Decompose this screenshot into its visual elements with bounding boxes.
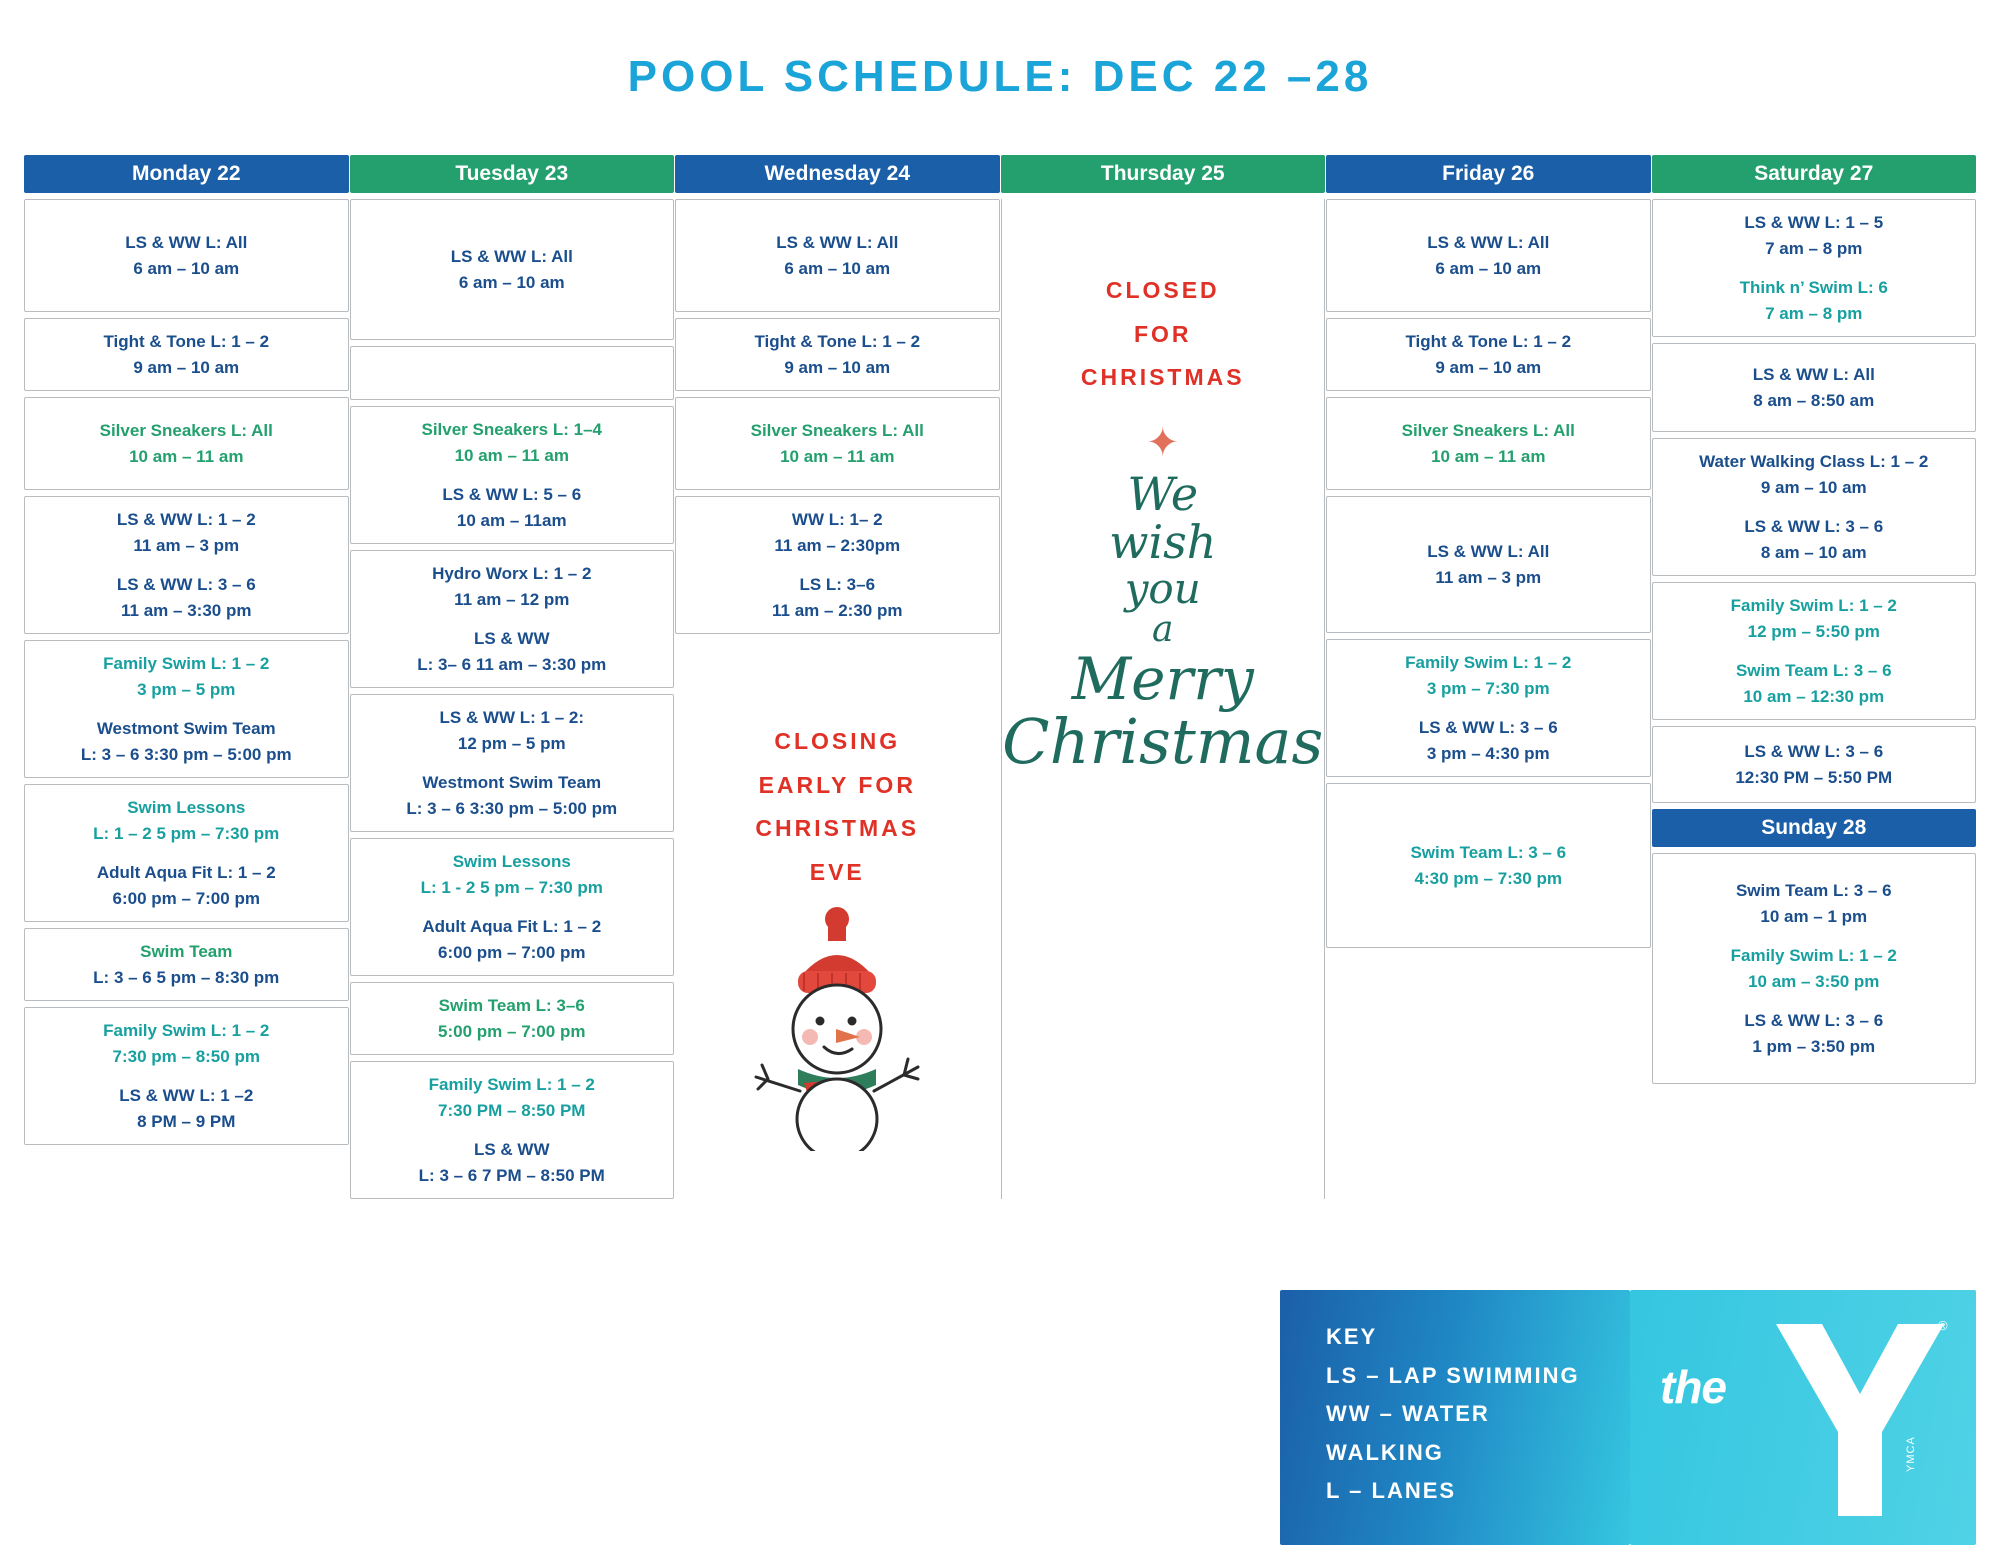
cell-line: 8 am – 8:50 am: [1753, 390, 1875, 410]
day-header-sunday: Sunday 28: [1652, 809, 1977, 847]
cell-line: Tight & Tone L: 1 – 2: [754, 332, 921, 351]
cell-line: Swim Lessons: [127, 798, 246, 817]
cell-line: 10 am – 3:50 pm: [1748, 971, 1880, 991]
schedule-cell: [1652, 199, 1977, 337]
cell-line: Family Swim L: 1 – 2: [1730, 596, 1897, 615]
cell-spacer: [357, 468, 668, 482]
cell-line: 6:00 pm – 7:00 pm: [112, 888, 260, 908]
cell-line: 7:30 pm – 8:50 pm: [112, 1046, 260, 1066]
snowman-illustration: [675, 901, 1000, 1156]
greeting-line-1: We: [1127, 467, 1199, 522]
cell-line: 9 am – 10 am: [133, 357, 240, 377]
key-line-4: L – LANES: [1326, 1478, 1457, 1503]
cell-spacer: [31, 1069, 342, 1083]
cell-line: 4:30 pm – 7:30 pm: [1414, 868, 1562, 888]
cells-friday: [1326, 199, 1651, 948]
schedule-cell: [1326, 496, 1651, 633]
cell-spacer: [357, 756, 668, 770]
cell-line: LS & WW L: 1 –2: [119, 1086, 254, 1105]
cell-line: 12 pm – 5 pm: [457, 733, 566, 753]
cell-line: Westmont Swim Team: [96, 719, 276, 738]
cell-line: L: 1 - 2 5 pm – 7:30 pm: [420, 877, 603, 897]
cell-line: LS & WW L: 3 – 6: [1744, 517, 1884, 536]
cell-line: Silver Sneakers L: All: [1401, 421, 1575, 440]
column-monday: [24, 155, 349, 1199]
schedule-cell: [350, 982, 675, 1055]
cell-spacer: [31, 846, 342, 860]
cell-line: 12 pm – 5:50 pm: [1747, 621, 1880, 641]
schedule-cell: [1326, 318, 1651, 391]
cell-line: 10 am – 11 am: [1431, 446, 1546, 466]
schedule-cell: [24, 496, 349, 634]
cell-line: LS L: 3–6: [799, 575, 876, 594]
cell-line: LS & WW L: All: [1427, 233, 1550, 252]
schedule-cell: [1652, 438, 1977, 576]
cell-line: L: 3 – 6 3:30 pm – 5:00 pm: [80, 744, 292, 764]
schedule-cell: [350, 406, 675, 544]
cell-spacer: [357, 900, 668, 914]
cell-line: 11 am – 2:30pm: [774, 535, 901, 555]
cell-line: Swim Team: [140, 942, 233, 961]
notice-line: CHRISTMAS: [1080, 364, 1245, 391]
cell-line: 10 am – 11 am: [454, 445, 569, 465]
cell-line: LS & WW L: 3 – 6: [116, 575, 256, 594]
cell-line: LS & WW L: 1 – 2: [116, 510, 256, 529]
cell-line: Silver Sneakers L: All: [99, 421, 273, 440]
day-header-saturday: Saturday 27: [1652, 155, 1977, 193]
cell-spacer: [1659, 261, 1970, 275]
cell-line: Family Swim L: 1 – 2: [103, 654, 270, 673]
schedule-cell: [1652, 726, 1977, 803]
cell-line: 6 am – 10 am: [1435, 258, 1542, 278]
cell-line: LS & WW L: All: [776, 233, 899, 252]
greeting-line-3: you: [1124, 563, 1201, 613]
cell-line: Swim Team L: 3 – 6: [1735, 661, 1892, 680]
day-header-thursday: Thursday 25: [1001, 155, 1326, 193]
cell-line: LS & WW L: All: [125, 233, 248, 252]
cell-line: L: 3 – 6 5 pm – 8:30 pm: [93, 967, 280, 987]
cell-line: LS & WW L: All: [1427, 542, 1550, 561]
cell-line: LS & WW: [473, 629, 550, 648]
greeting-line-6: Christmas: [1002, 705, 1324, 779]
schedule-cell: [350, 694, 675, 832]
cell-spacer: [31, 558, 342, 572]
cell-line: 6 am – 10 am: [458, 272, 565, 292]
schedule-cell: [24, 199, 349, 312]
notice-line: FOR: [1133, 320, 1192, 347]
cell-line: LS & WW L: 1 – 2:: [439, 708, 584, 727]
cell-line: Family Swim L: 1 – 2: [428, 1075, 595, 1094]
cell-line: 10 am – 1 pm: [1760, 906, 1868, 926]
day-header-friday: Friday 26: [1326, 155, 1651, 193]
cell-line: 11 am – 3:30 pm: [121, 600, 252, 620]
cell-line: 6:00 pm – 7:00 pm: [438, 942, 586, 962]
notice-line: EVE: [809, 859, 865, 886]
day-header-monday: Monday 22: [24, 155, 349, 193]
ymca-wordmark: YMCA: [1905, 1436, 1917, 1472]
cell-line: 6 am – 10 am: [784, 258, 891, 278]
schedule-cell: [1326, 639, 1651, 777]
cells-tuesday: [350, 199, 675, 1199]
cell-line: L: 1 – 2 5 pm – 7:30 pm: [93, 823, 280, 843]
cell-spacer: [357, 612, 668, 626]
ymca-y-icon: [1770, 1320, 1950, 1525]
schedule-cell: [1326, 397, 1651, 490]
schedule-cell: [350, 199, 675, 340]
column-saturday: [1652, 155, 1977, 1199]
cell-line: 7 am – 8 pm: [1765, 238, 1863, 258]
registered-mark: ®: [1938, 1318, 1948, 1333]
column-tuesday: [350, 155, 675, 1199]
cell-line: Family Swim L: 1 – 2: [1730, 946, 1897, 965]
column-friday: [1326, 155, 1651, 1199]
schedule-cell: [350, 550, 675, 688]
key-legend: [1280, 1290, 1630, 1545]
schedule-cell: [1326, 199, 1651, 312]
closed-for-christmas-notice: [1001, 199, 1326, 410]
greeting-line-5: Merry: [1071, 644, 1254, 713]
cell-line: 11 am – 3 pm: [1435, 567, 1542, 587]
page-title: POOL SCHEDULE: DEC 22 –28: [627, 52, 1373, 101]
schedule-cell: [1652, 853, 1977, 1084]
cell-spacer: [1659, 644, 1970, 658]
schedule-cell: [1652, 582, 1977, 720]
schedule-cell: [350, 1061, 675, 1199]
key-line-3: WALKING: [1326, 1439, 1444, 1465]
cell-line: 10 am – 11 am: [129, 446, 244, 466]
cell-line: 9 am – 10 am: [784, 357, 891, 377]
schedule-cell: [675, 397, 1000, 490]
cell-line: 1 pm – 3:50 pm: [1752, 1036, 1876, 1056]
notice-line: CHRISTMAS: [755, 815, 920, 842]
cell-line: LS & WW L: 3 – 6: [1744, 742, 1884, 761]
cell-line: 3 pm – 7:30 pm: [1426, 678, 1550, 698]
greeting-line-4: a: [1152, 608, 1174, 650]
cell-line: Swim Team L: 3–6: [438, 996, 585, 1015]
brand-the-label: the: [1660, 1361, 1726, 1413]
cells-sunday: [1652, 853, 1977, 1084]
column-thursday: [1001, 155, 1326, 1199]
schedule-cell: [24, 1007, 349, 1145]
cell-line: 3 pm – 5 pm: [137, 679, 236, 699]
cells-saturday: [1652, 199, 1977, 803]
day-header-wednesday: Wednesday 24: [675, 155, 1000, 193]
star-icon: ✦: [1145, 421, 1180, 466]
christmas-greeting: [1001, 467, 1326, 779]
cell-line: 11 am – 12 pm: [454, 589, 570, 609]
key-line-1: LS – LAP SWIMMING: [1326, 1362, 1580, 1388]
cell-line: WW L: 1– 2: [791, 510, 883, 529]
cell-line: Adult Aqua Fit L: 1 – 2: [422, 917, 602, 936]
cell-line: LS & WW L: 3 – 6: [1744, 1011, 1884, 1030]
cell-line: Swim Team L: 3 – 6: [1735, 881, 1892, 900]
schedule-cell: [675, 318, 1000, 391]
cell-line: Family Swim L: 1 – 2: [1405, 653, 1572, 672]
cell-line: 7 am – 8 pm: [1765, 303, 1863, 323]
cell-line: 9 am – 10 am: [1760, 477, 1867, 497]
schedule-cell: [675, 199, 1000, 312]
cell-line: L: 3 – 6 3:30 pm – 5:00 pm: [406, 798, 618, 818]
cell-line: LS & WW L: 3 – 6: [1418, 718, 1558, 737]
cell-spacer: [682, 558, 993, 572]
cell-line: LS & WW: [473, 1140, 550, 1159]
cell-line: Silver Sneakers L: All: [750, 421, 924, 440]
schedule-cell: [24, 640, 349, 778]
cell-line: 9 am – 10 am: [1435, 357, 1542, 377]
cell-line: 6 am – 10 am: [133, 258, 240, 278]
key-heading: KEY: [1326, 1324, 1378, 1349]
cell-line: Silver Sneakers L: 1–4: [421, 420, 602, 439]
schedule-cell: [24, 784, 349, 922]
schedule-cell: [24, 928, 349, 1001]
cell-line: Adult Aqua Fit L: 1 – 2: [96, 863, 276, 882]
day-header-tuesday: Tuesday 23: [350, 155, 675, 193]
cell-line: 10 am – 12:30 pm: [1743, 686, 1885, 706]
cell-line: 7:30 PM – 8:50 PM: [438, 1100, 586, 1120]
cell-line: LS & WW L: 5 – 6: [442, 485, 582, 504]
cell-line: 10 am – 11am: [456, 510, 567, 530]
cell-spacer: [1659, 929, 1970, 943]
schedule-cell: [24, 318, 349, 391]
cell-line: Hydro Worx L: 1 – 2: [432, 564, 592, 583]
cell-line: 11 am – 2:30 pm: [772, 600, 903, 620]
schedule-cell: [1652, 343, 1977, 432]
cell-spacer: [1333, 701, 1644, 715]
notice-line: EARLY FOR: [758, 771, 916, 798]
cell-spacer: [1659, 500, 1970, 514]
cell-line: Water Walking Class L: 1 – 2: [1699, 452, 1929, 471]
cell-line: 8 am – 10 am: [1760, 542, 1867, 562]
cell-line: LS & WW L: All: [450, 247, 573, 266]
cell-line: Swim Team L: 3 – 6: [1410, 843, 1567, 862]
cell-line: 8 PM – 9 PM: [137, 1111, 236, 1131]
schedule-cell: [675, 496, 1000, 634]
cell-line: LS & WW L: All: [1752, 365, 1875, 384]
schedule-grid: [24, 155, 1976, 1199]
schedule-cell: [350, 346, 675, 400]
cell-line: 5:00 pm – 7:00 pm: [438, 1021, 586, 1041]
cells-monday: [24, 199, 349, 1145]
schedule-cell: [1326, 783, 1651, 948]
cell-spacer: [357, 1123, 668, 1137]
schedule-cell: [24, 397, 349, 490]
christmas-tree-illustration: [1001, 410, 1326, 970]
cell-line: L: 3– 6 11 am – 3:30 pm: [417, 654, 607, 674]
schedule-cell: [350, 838, 675, 976]
cell-line: Westmont Swim Team: [422, 773, 602, 792]
greeting-line-2: wish: [1109, 515, 1217, 570]
column-wednesday: [675, 155, 1000, 1199]
cell-line: Tight & Tone L: 1 – 2: [1405, 332, 1572, 351]
notice-line: CLOSED: [1105, 277, 1220, 303]
cell-line: 11 am – 3 pm: [133, 535, 240, 555]
cell-line: 3 pm – 4:30 pm: [1426, 743, 1550, 763]
cell-line: LS & WW L: 1 – 5: [1744, 213, 1884, 232]
key-line-2: WW – WATER: [1326, 1401, 1490, 1426]
cells-wednesday: [675, 199, 1000, 634]
notice-line: CLOSING: [774, 728, 901, 754]
cell-line: Swim Lessons: [452, 852, 571, 871]
cell-spacer: [31, 702, 342, 716]
cell-line: 12:30 PM – 5:50 PM: [1735, 767, 1893, 787]
cell-line: L: 3 – 6 7 PM – 8:50 PM: [418, 1165, 605, 1185]
cell-spacer: [1659, 994, 1970, 1008]
closing-early-notice: [675, 634, 1000, 895]
cell-line: Family Swim L: 1 – 2: [103, 1021, 270, 1040]
cell-line: Tight & Tone L: 1 – 2: [103, 332, 270, 351]
cell-line: 10 am – 11 am: [780, 446, 895, 466]
cell-line: Think n’ Swim L: 6: [1739, 278, 1888, 297]
